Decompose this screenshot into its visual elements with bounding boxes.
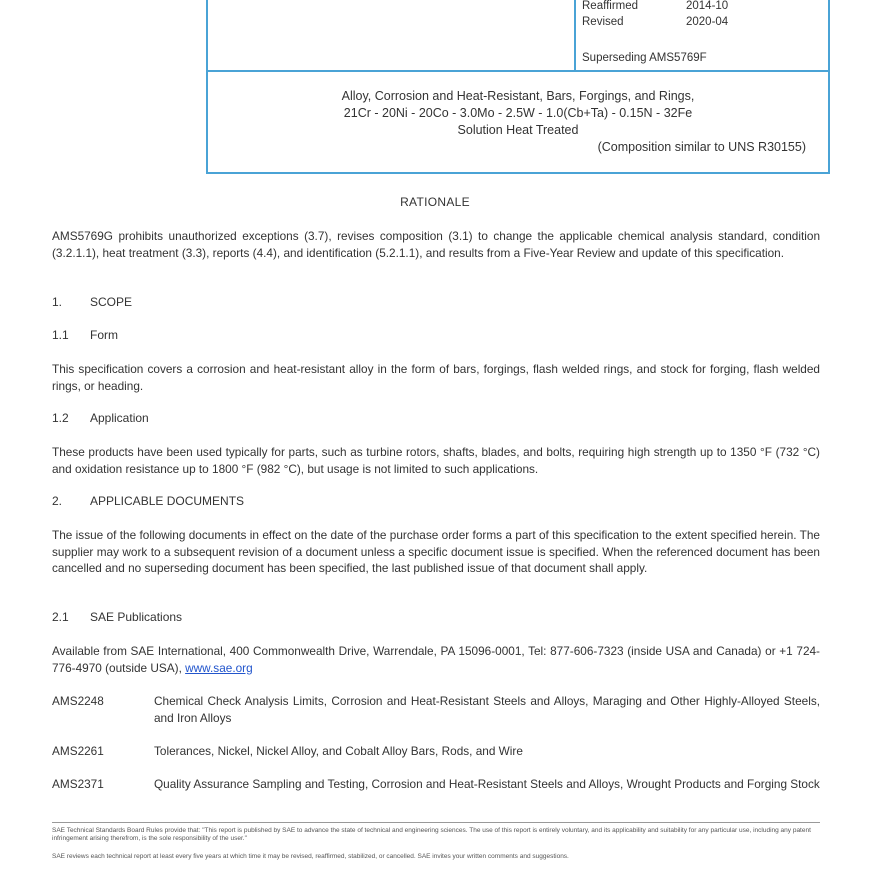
reference-code: AMS2371: [52, 777, 104, 791]
section-1-heading: [52, 295, 132, 309]
reference-code: AMS2261: [52, 744, 104, 758]
section-number: 1.: [52, 295, 63, 309]
section-1-1-heading: [52, 328, 118, 342]
section-title: SAE Publications: [90, 610, 183, 624]
section-2-text: The issue of the following documents in effect on the date of the purchase order forms a part of this specification to the extent specified herein. The supplier may work to a subsequent revision of a document unless a specific document issue is specified. When the referenced document has been cancelled and no superseding document has been specified, the last published issue of that document shall apply.: [52, 528, 820, 575]
reference-description: Chemical Check Analysis Limits, Corrosion and Heat-Resistant Steels and Alloys, Maraging and Other Highly-Alloyed Steels, and Iron Alloys: [154, 694, 820, 725]
section-number: 1.2: [52, 411, 69, 425]
section-2-1-heading: [52, 610, 182, 624]
section-title: APPLICABLE DOCUMENTS: [90, 494, 245, 508]
title-line: Solution Heat Treated: [457, 123, 579, 137]
section-title: Form: [90, 328, 118, 342]
section-2-heading: [52, 494, 244, 508]
section-2-1-text: [52, 643, 820, 676]
section-number: 2.1: [52, 610, 69, 624]
reference-code: AMS2248: [52, 694, 104, 708]
section-number: 2.: [52, 494, 63, 508]
section-1-2-text: These products have been used typically for parts, such as turbine rotors, shafts, blades, and bolts, requiring high strength up to 1350 °F (732 °C) and oxidation resistance up to 1800 °F (982 °C), but usage is not limited to such applications.: [52, 445, 820, 476]
header-box: [206, 0, 830, 174]
composition-note: (Composition similar to UNS R30155): [597, 140, 806, 154]
rationale-text: AMS5769G prohibits unauthorized exceptions (3.7), revises composition (3.1) to change the applicable chemical analysis standard, condition (3.2.1.1), heat treatment (3.3), reports (4.4), and identification (5.2.1.1), and results from a Five-Year Review and update of this specification.: [52, 229, 820, 260]
title-line: Alloy, Corrosion and Heat-Resistant, Bars, Forgings, and Rings,: [341, 89, 695, 103]
reference-description: Tolerances, Nickel, Nickel Alloy, and Cobalt Alloy Bars, Rods, and Wire: [154, 744, 523, 758]
meta-label: Revised: [582, 16, 624, 28]
rationale-heading: RATIONALE: [400, 195, 470, 209]
title-line: 21Cr - 20Ni - 20Co - 3.0Mo - 2.5W - 1.0(Cb+Ta) - 0.15N - 32Fe: [343, 106, 693, 120]
sae-website-link[interactable]: www.sae.org: [185, 660, 253, 675]
section-1-1-text: This specification covers a corrosion and heat-resistant alloy in the form of bars, forgings, flash welded rings, and stock for forging, flash welded rings, or heading.: [52, 362, 820, 393]
sae-address: Available from SAE International, 400 Commonwealth Drive, Warrendale, PA 15096-0001, Tel: 877-606-7323 (inside USA and Canada) or +1 724-776-4970 (outside USA),: [52, 644, 820, 675]
meta-label: Reaffirmed: [582, 0, 639, 12]
section-1-2-heading: [52, 411, 149, 425]
footer-rule: [52, 822, 820, 823]
footer-review-note: SAE reviews each technical report at least every five years at which time it may be revised, reaffirmed, stabilized, or cancelled. SAE invites your written comments and suggestions.: [52, 853, 569, 860]
superseding: Superseding AMS5769F: [582, 52, 707, 64]
meta-value: 2020-04: [686, 16, 729, 28]
footer-disclaimer: SAE Technical Standards Board Rules provide that: "This report is published by SAE to advance the state of technical and engineering sciences. The use of this report is entirely voluntary, and its applicability and suitability for any particular use, including any patent infringement arising therefrom, is the sole responsibility of the user.": [52, 827, 811, 842]
meta-value: 2014-10: [686, 0, 729, 12]
document-title: [208, 88, 828, 139]
section-title: SCOPE: [90, 295, 133, 309]
header-divider-vertical: [574, 0, 576, 70]
section-number: 1.1: [52, 328, 69, 342]
header-divider-horizontal: [208, 70, 828, 72]
reference-description: Quality Assurance Sampling and Testing, Corrosion and Heat-Resistant Steels and Alloys, Wrought Products and Forging Stock: [154, 777, 820, 791]
section-title: Application: [90, 411, 149, 425]
